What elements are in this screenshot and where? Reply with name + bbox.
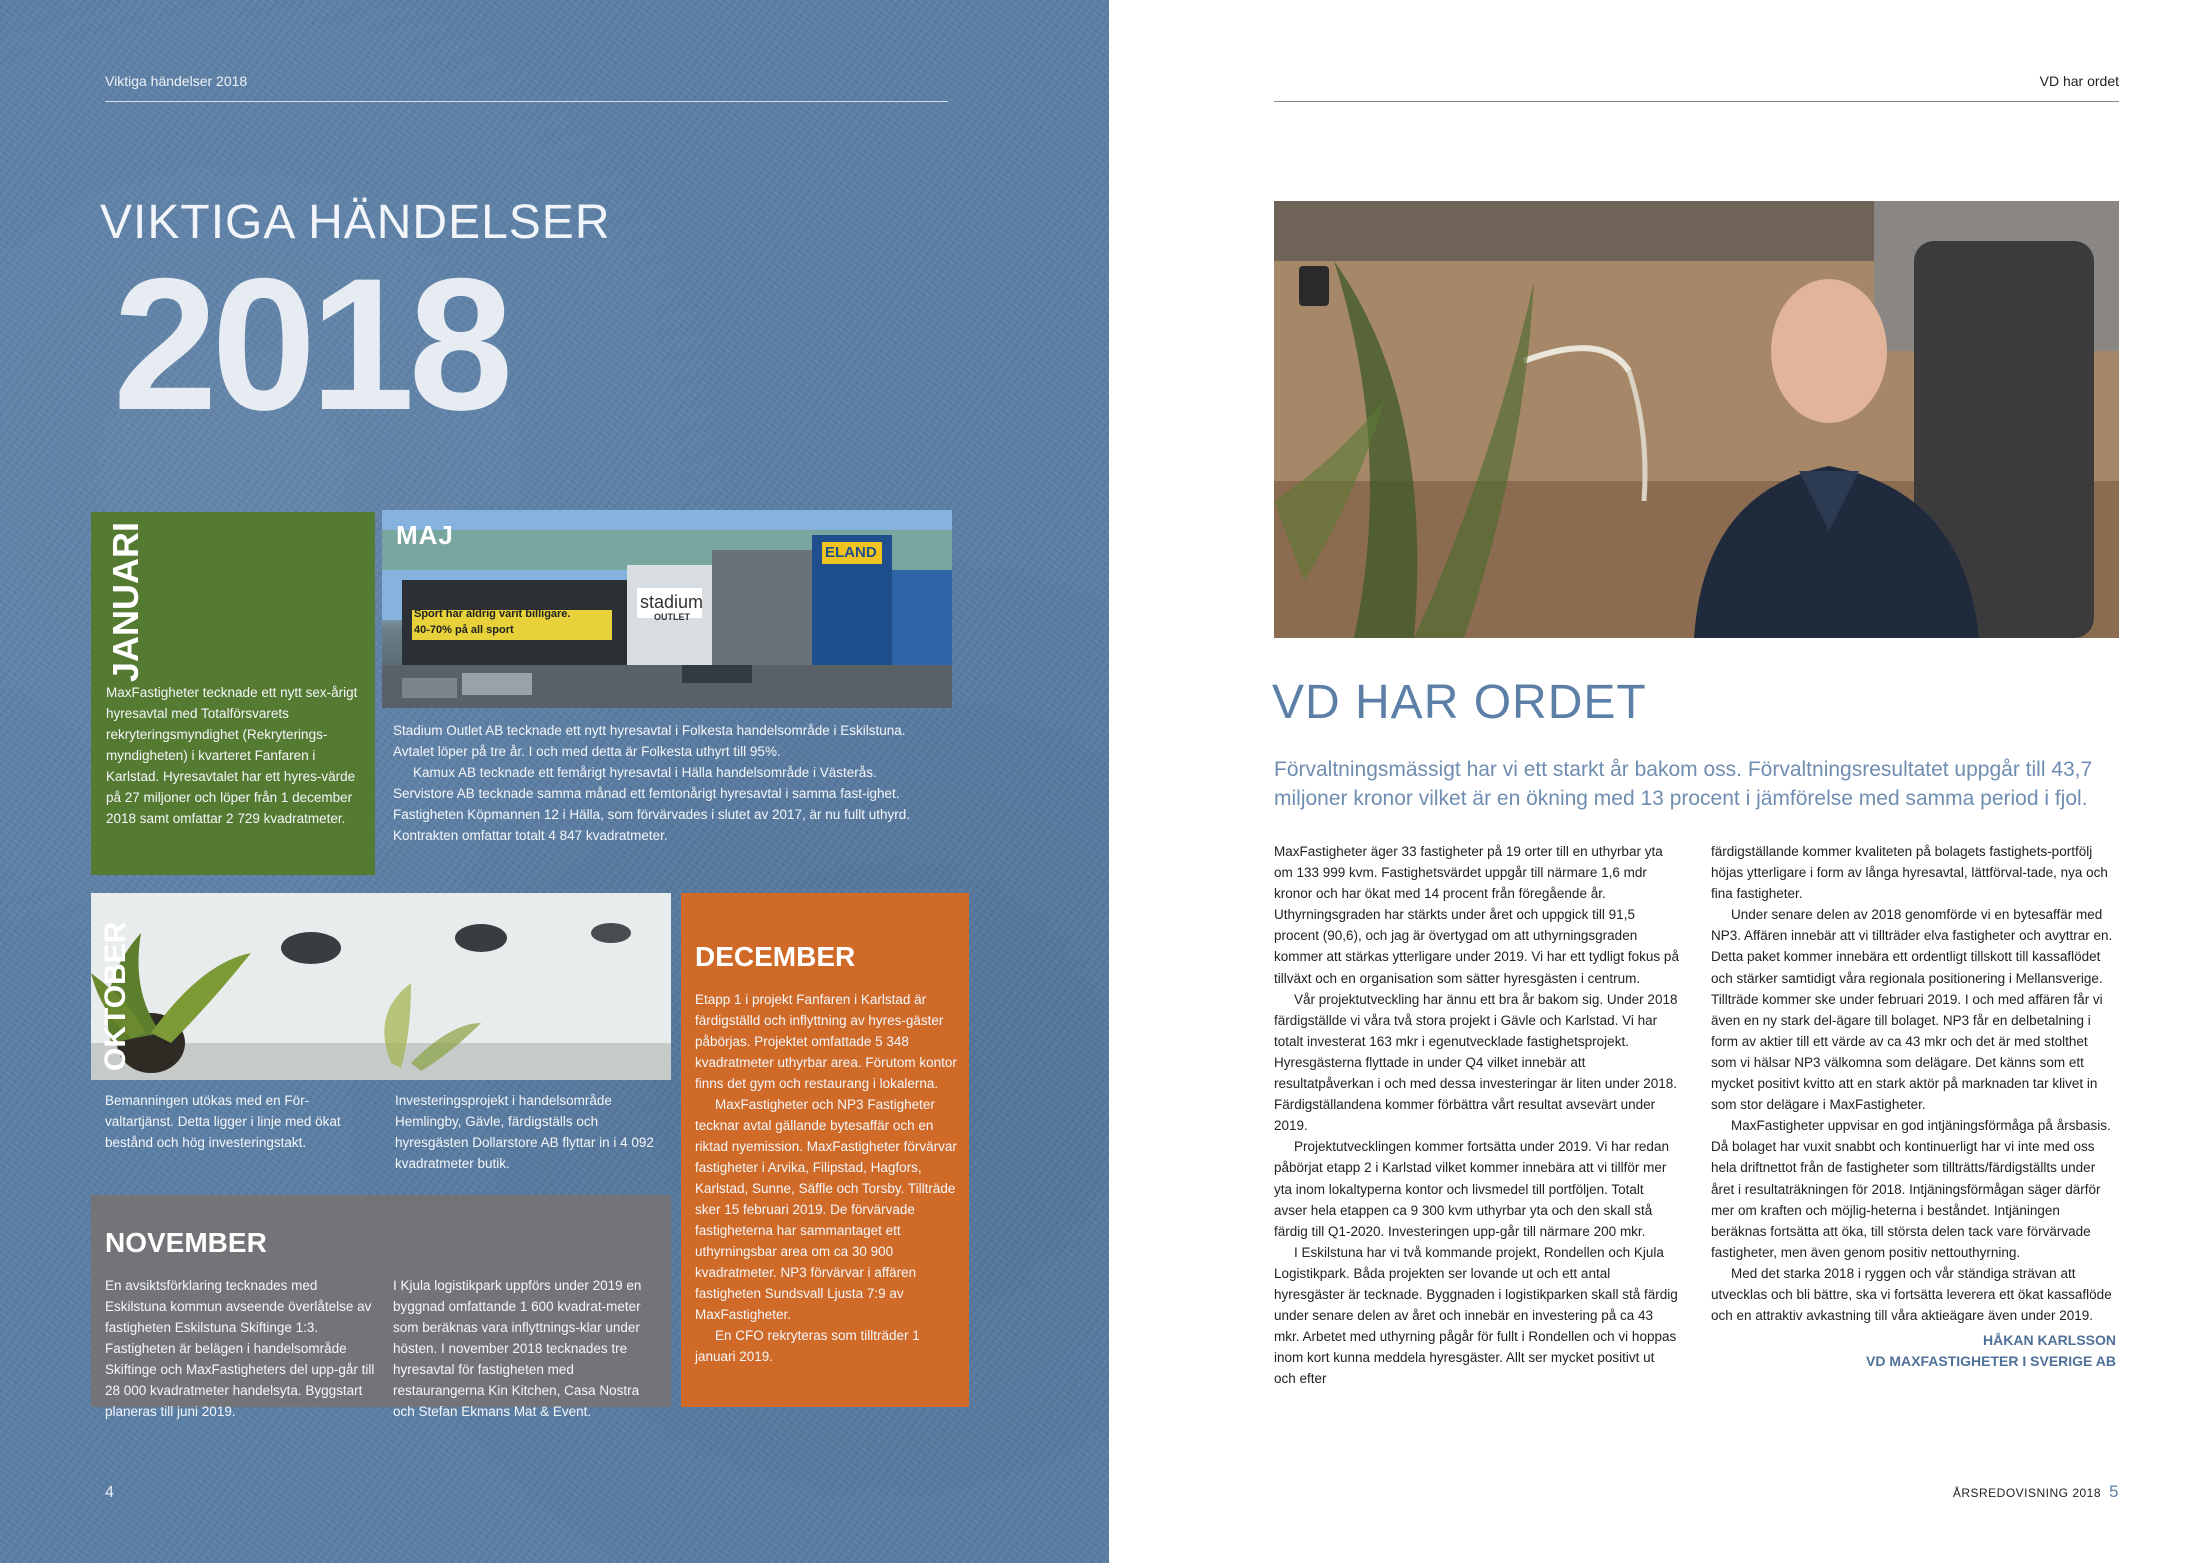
col2-paragraph-2: Under senare delen av 2018 genomförde vi en bytesaffär med NP3. Affären innebär att vi tillträder elva fastigheter och avyttrar en. Detta paket kommer innebära ett ordentligt tillskott till kassaflödet och stärker samtidigt våra regionala positionering i Mellansverige. Tillträde kommer ske under februari 2019. I och med affären får vi även en ny stark del-ägare till bolaget. NP3 får en delbetalning i form av aktier till ett värde av ca 43 mkr och det är med stolthet som vi hälsar NP3 välkomna som delägare. Det känns som ett mycket positivt kvitto att en stark aktör på marknaden tar klivet in som stor delägare i MaxFastigheter. [1711,907,2113,1113]
page-footer-right [1953,1482,2119,1502]
photo-sign-stadium: stadium [640,592,704,612]
col1-paragraph-2: Vår projektutveckling har ännu ett bra år bakom sig. Under 2018 färdigställde vi våra två stora projekt i Gävle och Karlstad. Vi har totalt investerat 163 mkr i egenutvecklade fastighetsprojekt. Hyresgästerna flyttade in under Q4 vilket innebär att resultatpåverkan i och med dessa investeringar är liten under 2018. Färdigställandena kommer förbättra vårt resultat avsevärt under 2019. [1274,991,1678,1134]
januari-text: MaxFastigheter tecknade ett nytt sex-årigt hyresavtal med Totalförsvarets rekryteringsmyndighet (Rekryterings-myndigheten) i kvarteret Fanfaren i Karlstad. Hyresavtalet har ett hyres-värde på 27 miljoner och löper från 1 december 2018 samt omfattar 2 729 kvadratmeter. [106,685,358,826]
article-lead: Förvaltningsmässigt har vi ett starkt år bakom oss. Förvaltningsresultatet uppgår till 43,7 miljoner kronor vilket är en ökning med 13 procent i jämförelse med samma period i fjol. [1274,758,2093,810]
photo-sign-eland: ELAND [825,544,877,561]
running-head-left: Viktiga händelser 2018 [105,73,248,89]
oktober-label: OKTOBER [99,921,132,1071]
maj-photo [382,510,952,708]
page-number-left: 4 [105,1484,114,1501]
col2-paragraph-4: Med det starka 2018 i ryggen och vår ständiga strävan att utvecklas och bli bättre, ska vi fortsätta leverera ett ökat kassaflöde och en attraktiv avkastning till våra aktieägare även under 2019. [1711,1265,2112,1324]
januari-box [91,512,375,875]
december-label: DECEMBER [695,941,856,972]
november-text-1: En avsiktsförklaring tecknades med Eskilstuna kommun avseende överlåtelse av fastigheten Eskilstuna Skiftinge 1:3. Fastigheten är belägen i handelsområde Skiftinge och MaxFastigheters del upp-går till 28 000 kvadratmeter handelsyta. Byggstart planeras till juni 2019. [105,1278,375,1419]
signature-name: HÅKAN KARLSSON [1983,1332,2116,1349]
ceo-portrait-image [1274,201,2119,638]
page-title-left: VIKTIGA HÄNDELSER [100,196,611,249]
oktober-photo [91,893,671,1080]
col1-paragraph-1: MaxFastigheter äger 33 fastigheter på 19 orter till en uthyrbar yta om 133 999 kvm. Fastighetsvärdet uppgår till närmare 1,6 mdr kronor och har ökat med 14 procent från föregående år. Uthyrningsgraden har stärkts under året och uppgick till 91,5 procent (90,6), och jag är övertygad om att uthyrningsgraden kommer att stärkas ytterligare under 2019. Vi har ett tydligt fokus på tillväxt och en organisation som sätter hyresgästen i centrum. [1274,844,1679,986]
running-head-right: VD har ordet [2039,73,2119,89]
col2-paragraph-3: MaxFastigheter uppvisar en god intjäningsförmåga på årsbasis. Då bolaget har vuxit snabbt och kontinuerligt har vi inte med oss hela driftnettot från de fastigheter som tillträtts/färdigställts under året i resultaträkningen för 2018. Intjäningsförmågan säger därför mer om kraften och möjlig-heterna i beståndet. Intjäningen beräknas fortsätta att öka, till största delen tack vare förvärvade fastigheter, men även genom positiv nettouthyrning. [1711,1118,2111,1260]
signature-title: VD MAXFASTIGHETER I SVERIGE AB [1866,1353,2116,1370]
page-number-right: 5 [2109,1482,2119,1501]
photo-sign-discount: 40-70% på all sport [414,624,514,636]
november-label: NOVEMBER [105,1227,267,1258]
photo-sign-slogan: Sport har aldrig varit billigare. [414,608,571,620]
december-paragraph-3: En CFO rekryteras som tillträder 1 januari 2019. [695,1328,920,1364]
col2-paragraph-1: färdigställande kommer kvaliteten på bolagets fastighets-portfölj höjas ytterligare i form av långa hyresavtal, lättförval-tade, nya och fina fastigheter. [1711,844,2108,902]
oktober-text-1: Bemanningen utökas med en För-valtartjänst. Detta ligger i linje med ökat bestånd och hög investeringstakt. [105,1093,341,1150]
article-column-1 [1274,841,1679,1389]
right-page [1109,0,2197,1563]
header-rule-left [105,101,948,102]
november-box [91,1195,671,1419]
office-plants-photo [91,893,671,1080]
ceo-portrait-photo [1274,201,2119,638]
header-rule-right [1274,101,2119,102]
article-title: VD HAR ORDET [1272,676,1647,729]
footer-label: ÅRSREDOVISNING 2018 [1952,1486,2102,1500]
januari-label: JANUARI [105,521,146,682]
oktober-text-2: Investeringsprojekt i handelsområde Hemlingby, Gävle, färdigställs och hyresgästen Dollarstore AB flyttar in i 4 092 kvadratmeter butik. [395,1093,654,1171]
photo-sign-outlet: OUTLET [654,612,690,622]
maj-text [393,720,933,846]
col1-paragraph-3: Projektutvecklingen kommer fortsätta under 2019. Vi har redan påbörjat etapp 2 i Karlstad vilket kommer innebära att vi tillför mer yta inom lokaltyperna kontor och livsmedel till portföljen. Totalt avser hela etappen ca 9 300 kvm uthyrbar yta och den skall stå färdig till Q1-2020. Investeringen upp-går till närmare 200 mkr. [1274,1139,1669,1239]
maj-paragraph-2: Kamux AB tecknade ett femårigt hyresavtal i Hälla handelsområde i Västerås. Servistore AB tecknade samma månad ett femtonårigt hyresavtal i samma fast-ighet. Fastigheten Köpmannen 12 i Hälla, som förvärvades i slutet av 2017, är nu fullt uthyrd. Kontrakten omfattar totalt 4 847 kvadratmeter. [393,765,911,843]
maj-label: MAJ [396,520,454,550]
december-text [695,989,957,1367]
december-paragraph-1: Etapp 1 i projekt Fanfaren i Karlstad är färdigställd och inflyttning av hyres-gäster påbörjas. Projektet omfattade 5 348 kvadratmeter uthyrbar area. Förutom kontor finns det gym och restaurang i lokalerna. [695,992,957,1091]
maj-paragraph-1: Stadium Outlet AB tecknade ett nytt hyresavtal i Folkesta handelsområde i Eskilstuna. Avtalet löper på tre år. I och med detta är Folkesta uthyrt till 95%. [393,723,906,759]
november-text-2: I Kjula logistikpark uppförs under 2019 en byggnad omfattande 1 600 kvadrat-meter som beräknas vara inflyttnings-klar under hösten. I november 2018 tecknades tre hyresavtal för fastigheten med restaurangerna Kin Kitchen, Casa Nostra och Stefan Ekmans Mat & Event. [393,1278,642,1419]
year-display: 2018 [113,239,508,449]
december-paragraph-2: MaxFastigheter och NP3 Fastigheter tecknar avtal gällande bytesaffär och en riktad nyemission. MaxFastigheter förvärvar fastigheter i Arvika, Filipstad, Hagfors, Karlstad, Sunne, Säffle och Torsby. Tillträde sker 15 februari 2019. De förvärvade fastigheterna har sammantaget ett uthyrningsbar area om ca 30 900 kvadratmeter. NP3 förvärvar i affären fastigheten Sundsvall Ljusta 7:9 av MaxFastigheter. [695,1097,957,1322]
december-box [681,893,969,1407]
col1-paragraph-4: I Eskilstuna har vi två kommande projekt, Rondellen och Kjula Logistikpark. Båda projekten ser lovande ut och ett antal hyresgäster är tecknade. Byggnaden i logistikparken skall stå färdig under senare delen av året och innebär en investering på ca 43 mkr. Arbetet med uthyrning pågår för fullt i Rondellen och vi hoppas inom kort kunna meddela hyresgäster. Allt ser mycket positivt ut och efter [1274,1244,1678,1387]
article-column-2 [1711,841,2116,1372]
